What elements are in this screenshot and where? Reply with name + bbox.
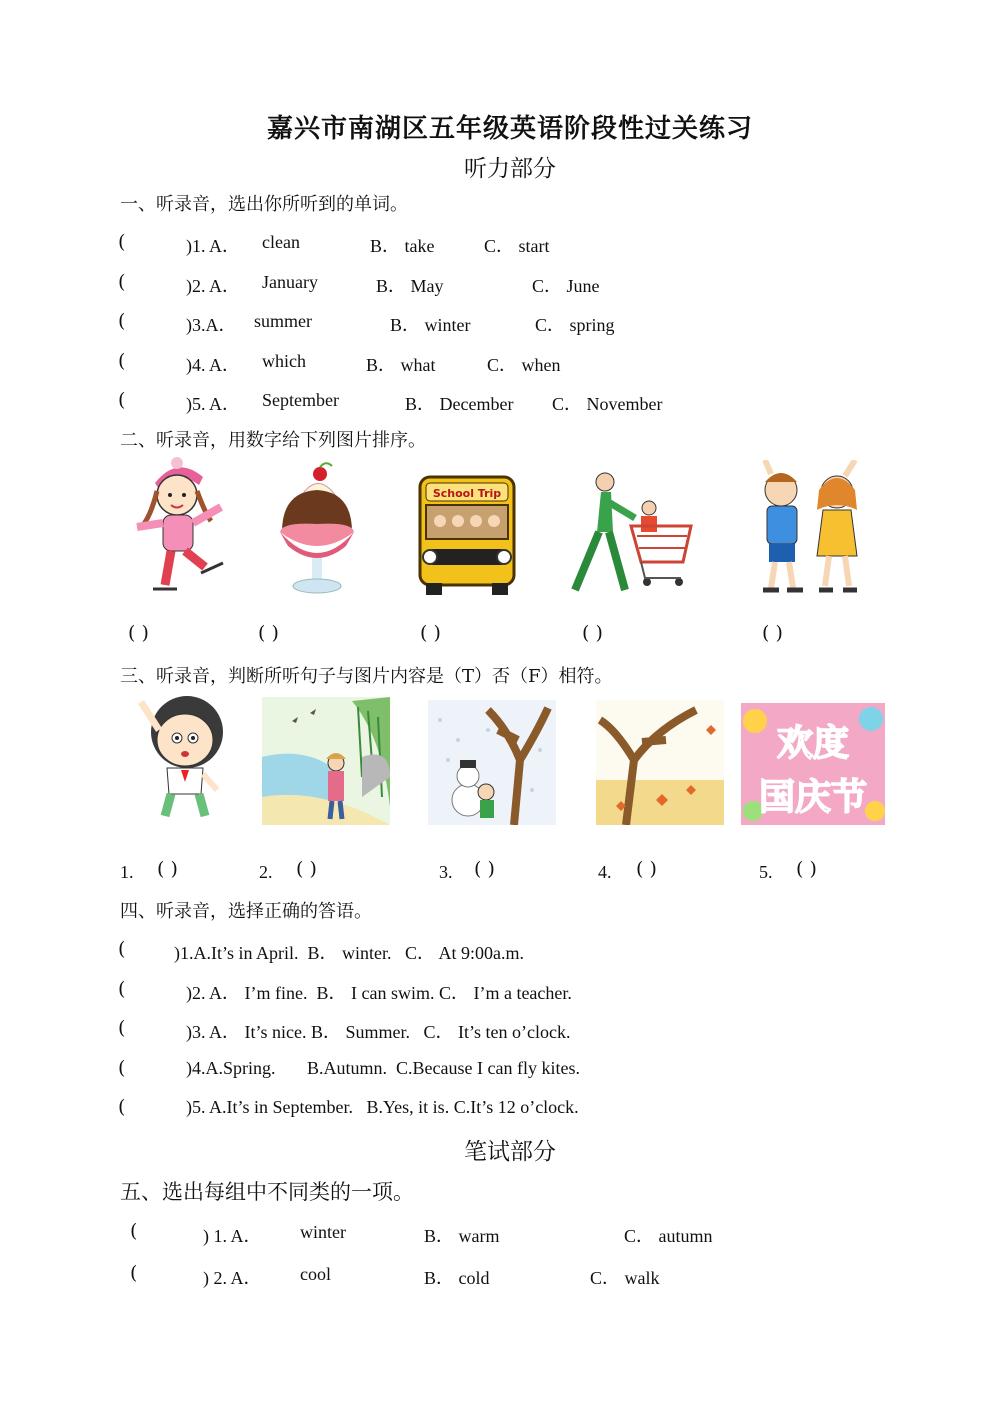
- tf-blank-1[interactable]: ( ): [157, 858, 178, 880]
- option-b: B． May: [376, 276, 444, 296]
- tf-blank-5[interactable]: ( ): [796, 858, 817, 880]
- tf-blank-3[interactable]: ( ): [474, 858, 495, 880]
- option-c: C． November: [552, 394, 663, 414]
- option-a: winter: [300, 1222, 346, 1242]
- stretching-girl-picture: [135, 690, 235, 825]
- writing-section-title: 笔试部分: [464, 1139, 556, 1165]
- tf-blank-2[interactable]: ( ): [296, 858, 317, 880]
- answer-paren[interactable]: (: [130, 1262, 138, 1284]
- tf-label-2: 2.: [259, 862, 273, 882]
- option-c: C． autumn: [624, 1226, 713, 1246]
- answer-paren[interactable]: (: [118, 310, 126, 332]
- question-text: )1.A.It’s in April. B． winter. C． At 9:00a.m.: [174, 943, 524, 963]
- question-number: )1. A．: [186, 236, 240, 256]
- answer-paren[interactable]: (: [118, 978, 126, 1000]
- spring-walk-picture: [262, 697, 390, 825]
- ice-cream-picture: [272, 462, 362, 602]
- winter-snowman-picture: [428, 700, 556, 825]
- tf-label-3: 3.: [439, 862, 453, 882]
- option-b: B． warm: [424, 1226, 500, 1246]
- option-a: cool: [300, 1264, 331, 1284]
- answer-paren[interactable]: (: [118, 389, 126, 411]
- option-a: clean: [262, 232, 300, 252]
- answer-paren[interactable]: (: [118, 1017, 126, 1039]
- option-a: January: [262, 272, 318, 292]
- option-c: C． when: [487, 355, 561, 375]
- answer-paren[interactable]: (: [130, 1220, 138, 1242]
- option-b: B． cold: [424, 1268, 490, 1288]
- section4-heading: 四、听录音，选择正确的答语。: [120, 901, 372, 922]
- question-number: )4. A．: [186, 355, 240, 375]
- answer-paren[interactable]: (: [118, 1096, 126, 1118]
- option-c: C． walk: [590, 1268, 660, 1288]
- tf-label-4: 4.: [598, 862, 612, 882]
- question-text: )4.A.Spring. B.Autumn. C.Because I can fly kites.: [186, 1058, 580, 1078]
- option-b: B． take: [370, 236, 435, 256]
- bus-sign-text: School Trip: [432, 487, 502, 500]
- option-c: C． June: [532, 276, 600, 296]
- order-blank-5[interactable]: ( ): [762, 622, 783, 644]
- option-b: B． winter: [390, 315, 471, 335]
- question-text: )3. A． It’s nice. B． Summer. C． It’s ten o’clock.: [186, 1022, 571, 1042]
- option-a: which: [262, 351, 306, 371]
- option-a: September: [262, 390, 339, 410]
- order-blank-1[interactable]: ( ): [128, 622, 149, 644]
- tf-label-1: 1.: [120, 862, 134, 882]
- section1-heading: 一、听录音，选出你所听到的单词。: [120, 194, 408, 215]
- listening-section-title: 听力部分: [464, 156, 556, 182]
- order-blank-3[interactable]: ( ): [420, 622, 441, 644]
- question-number: )5. A．: [186, 394, 240, 414]
- section3-heading: 三、听录音，判断所听句子与图片内容是（T）否（F）相符。: [120, 666, 613, 687]
- answer-paren[interactable]: (: [118, 1057, 126, 1079]
- tf-blank-4[interactable]: ( ): [636, 858, 657, 880]
- option-b: B． December: [405, 394, 514, 414]
- option-c: C． spring: [535, 315, 615, 335]
- tf-label-5: 5.: [759, 862, 773, 882]
- question-text: )2. A． I’m fine. B． I can swim. C． I’m a teacher.: [186, 983, 572, 1003]
- order-blank-4[interactable]: ( ): [582, 622, 603, 644]
- option-c: C． start: [484, 236, 550, 256]
- order-blank-2[interactable]: ( ): [258, 622, 279, 644]
- answer-paren[interactable]: (: [118, 350, 126, 372]
- page-title: 嘉兴市南湖区五年级英语阶段性过关练习: [266, 114, 753, 144]
- answer-paren[interactable]: (: [118, 938, 126, 960]
- question-number: ) 2. A．: [203, 1268, 262, 1288]
- question-number: )3.A．: [186, 315, 237, 335]
- option-b: B． what: [366, 355, 436, 375]
- exercising-kids-picture: [745, 460, 875, 600]
- answer-paren[interactable]: (: [118, 231, 126, 253]
- skating-girl-picture: [125, 455, 230, 605]
- question-text: )5. A.It’s in September. B.Yes, it is. C.It’s 12 o’clock.: [186, 1097, 579, 1117]
- section5-heading: 五、选出每组中不同类的一项。: [120, 1180, 414, 1204]
- shopping-cart-picture: [565, 470, 695, 600]
- section2-heading: 二、听录音，用数字给下列图片排序。: [120, 430, 426, 451]
- question-number: )2. A．: [186, 276, 240, 296]
- banner-top-text: 欢度: [776, 723, 850, 764]
- national-day-picture: [741, 703, 885, 825]
- question-number: ) 1. A．: [203, 1226, 262, 1246]
- school-trip-bus-picture: [412, 465, 522, 600]
- answer-paren[interactable]: (: [118, 271, 126, 293]
- option-a: summer: [254, 311, 312, 331]
- autumn-tree-picture: [596, 700, 724, 825]
- banner-bottom-text: 国庆节: [758, 777, 868, 818]
